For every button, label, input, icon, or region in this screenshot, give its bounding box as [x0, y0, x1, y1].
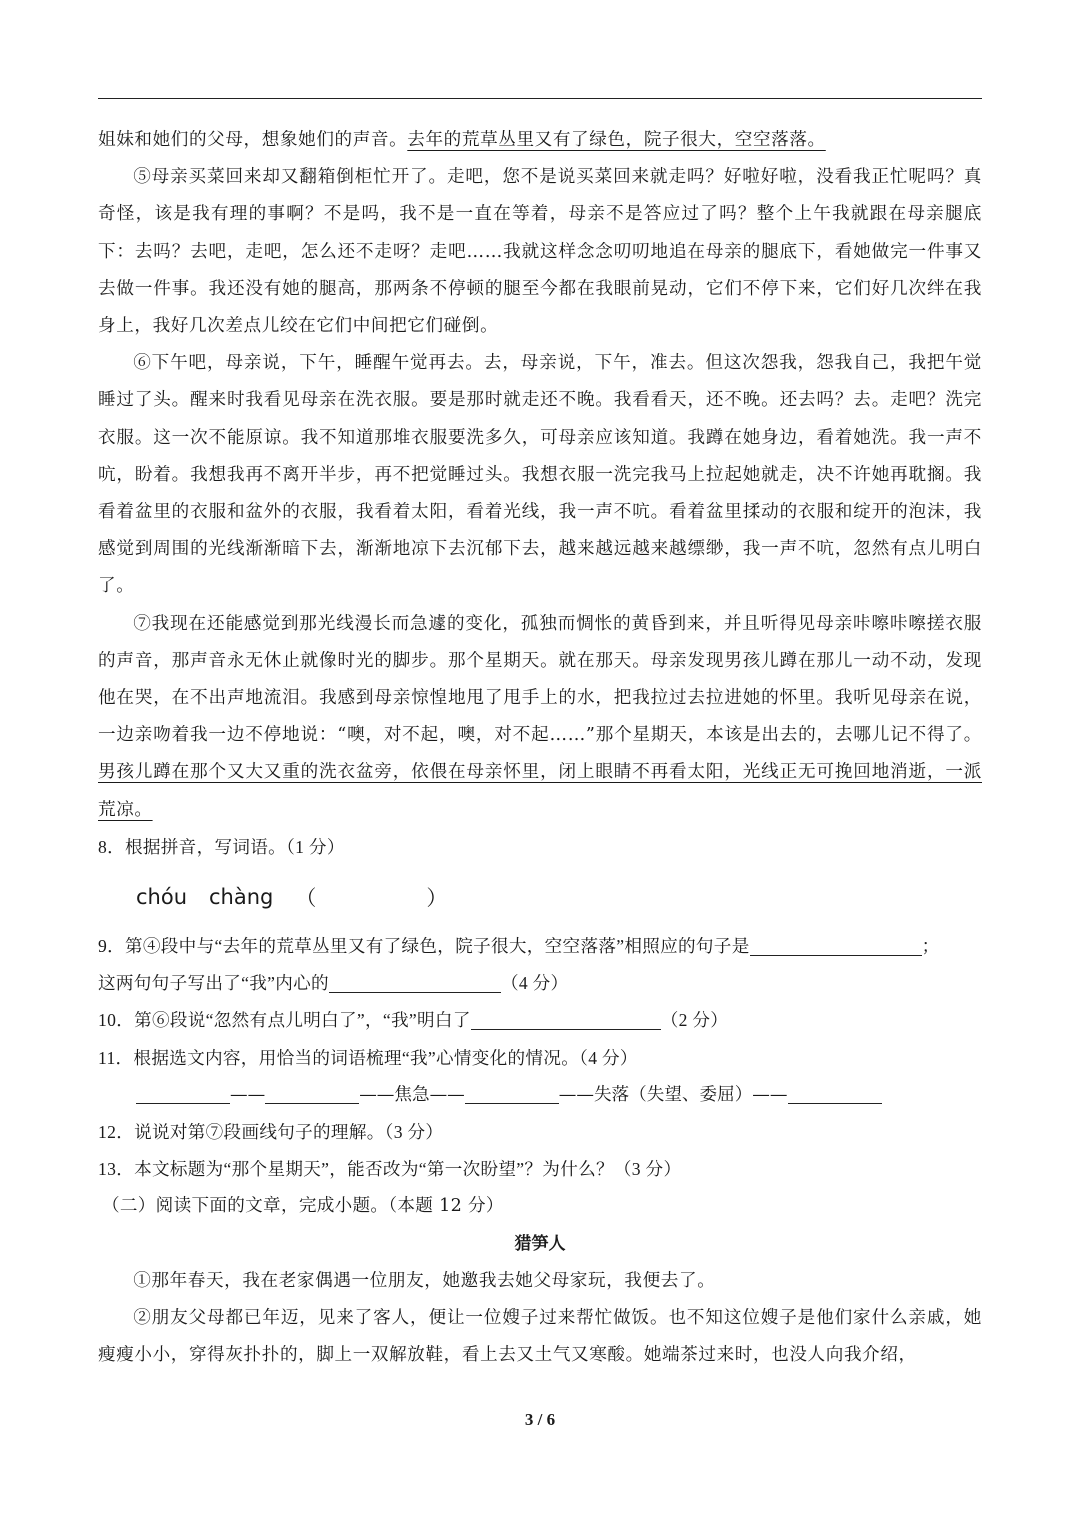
answer-paren-open: （ — [295, 886, 317, 911]
answer-blank-q11-1[interactable] — [136, 1081, 230, 1104]
paragraph-6: ⑥下午吧，母亲说，下午，睡醒午觉再去。去，母亲说，下午，准去。但这次怨我，怨我自己，我把午觉睡过了头。醒来时我看见母亲在洗衣服。要是那时就走还不晚。我看看天，还不晚。还去吗？去。走吧？洗完衣服。这一次不能原谅。我不知道那堆衣服要洗多久，可母亲应该知道。我蹲在她身边，看着她洗。我一声不吭，盼着。我想我再不离开半步，再不把觉睡过头。我想衣服一洗完我马上拉起她就走，决不许她再耽搁。我看着盆里的衣服和盆外的衣服，我看着太阳，看着光线，我一声不吭。看着盆里揉动的衣服和绽开的泡沫，我感觉到周围的光线渐渐暗下去，渐渐地凉下去沉郁下去，越来越远越来越缥缈，我一声不吭，忽然有点儿明白了。 — [98, 353, 982, 597]
answer-blank-q9a[interactable] — [750, 933, 922, 956]
mood-dash-2: ——焦急—— — [359, 1084, 465, 1105]
question-10-text: 10．第⑥段说“忽然有点儿明白了”，“我”明白了 — [98, 1010, 471, 1031]
answer-blank-q9b[interactable] — [329, 970, 501, 993]
question-10-score: （2 分） — [660, 1010, 729, 1031]
paragraph-7-underlined-sentence: 男孩儿蹲在那个又大又重的洗衣盆旁，依偎在母亲怀里，闭上眼睛不再看太阳，光线正无可挽回地消逝，一派荒凉。 — [98, 762, 982, 820]
mood-dash-1: —— — [230, 1084, 266, 1105]
paragraph-5: ⑤母亲买菜回来却又翻箱倒柜忙开了。走吧，您不是说买菜回来就走吗？好啦好啦，没看我正忙呢吗？真奇怪，该是我有理的事啊？不是吗，我不是一直在等着，母亲不是答应过了吗？整个上午我就跟在母亲腿底下：去吗？去吧，走吧，怎么还不走呀？走吧……我就这样念念叨叨地追在母亲的腿底下，看她做完一件事又去做一件事。我还没有她的腿高，那两条不停顿的腿至今都在我眼前晃动，它们不停下来，它们好几次绊在我身上，我好几次差点儿绞在它们中间把它们碰倒。 — [98, 167, 982, 337]
paragraph-4-tail — [98, 122, 982, 159]
article-title: 猎笋人 — [514, 1233, 566, 1254]
answer-paren-close: ） — [426, 886, 448, 911]
question-12: 12．说说对第⑦段画线句子的理解。（3 分） — [98, 1122, 444, 1143]
question-11-mood-chain — [98, 1077, 982, 1114]
question-9-line-1 — [98, 928, 982, 965]
question-9-semicolon: ； — [921, 936, 940, 957]
question-9-text: 9．第④段中与“去年的荒草丛里又有了绿色，院子很大，空空落落”相照应的句子是 — [98, 936, 750, 957]
question-9-line-2 — [98, 965, 982, 1002]
question-9-text-2: 这两句句子写出了“我”内心的 — [98, 973, 329, 994]
page-number: 3 / 6 — [524, 1410, 556, 1429]
paragraph-7 — [98, 606, 982, 829]
answer-blank-q11-4[interactable] — [788, 1081, 882, 1104]
question-13: 13．本文标题为“那个星期天”，能否改为“第一次盼望”？为什么？（3 分） — [98, 1159, 682, 1180]
paragraph-4-underlined-sentence: 去年的荒草丛里又有了绿色，院子很大，空空落落。 — [407, 130, 826, 150]
page-content — [98, 122, 982, 1375]
section-2-paragraph-2: ②朋友父母都已年迈，见来了客人，便让一位嫂子过来帮忙做饭。也不知这位嫂子是他们家什么亲戚，她瘦瘦小小，穿得灰扑扑的，脚上一双解放鞋，看上去又土气又寒酸。她端茶过来时，也没人向我介绍， — [98, 1308, 982, 1366]
question-8: 8．根据拼音，写词语。（1 分） — [98, 836, 345, 857]
question-9-score: （4 分） — [500, 973, 569, 994]
pinyin-chang: chàng — [209, 885, 274, 910]
header-rule — [98, 98, 982, 99]
answer-blank-q11-3[interactable] — [465, 1081, 559, 1104]
question-8-pinyin-row — [98, 866, 982, 928]
paragraph-7-plain: ⑦我现在还能感觉到那光线漫长而急遽的变化，孤独而惆怅的黄昏到来，并且听得见母亲咔嚓咔嚓搓衣服的声音，那声音永无休止就像时光的脚步。那个星期天。就在那天。母亲发现男孩儿蹲在那儿一动不动，发现他在哭，在不出声地流泪。我感到母亲惊惶地甩了甩手上的水，把我拉过去拉进她的怀里。我听见母亲在说，一边亲吻着我一边不停地说：“噢，对不起，噢，对不起……”那个星期天，本该是出去的，去哪儿记不得了。 — [98, 613, 982, 746]
question-10 — [98, 1002, 982, 1039]
answer-blank-q11-2[interactable] — [265, 1081, 359, 1104]
section-2-heading: （二）阅读下面的文章，完成小题。（本题 12 分） — [102, 1196, 504, 1217]
mood-dash-3: ——失落（失望、委屈）—— — [558, 1084, 788, 1105]
question-11: 11．根据选文内容，用恰当的词语梳理“我”心情变化的情况。（4 分） — [98, 1047, 638, 1068]
section-2-paragraph-1: ①那年春天，我在老家偶遇一位朋友，她邀我去她父母家玩，我便去了。 — [133, 1270, 716, 1291]
paragraph-4-plain: 姐妹和她们的父母，想象她们的声音。 — [98, 130, 408, 150]
pinyin-chou: chóu — [136, 885, 188, 910]
answer-blank-q10[interactable] — [471, 1007, 661, 1030]
